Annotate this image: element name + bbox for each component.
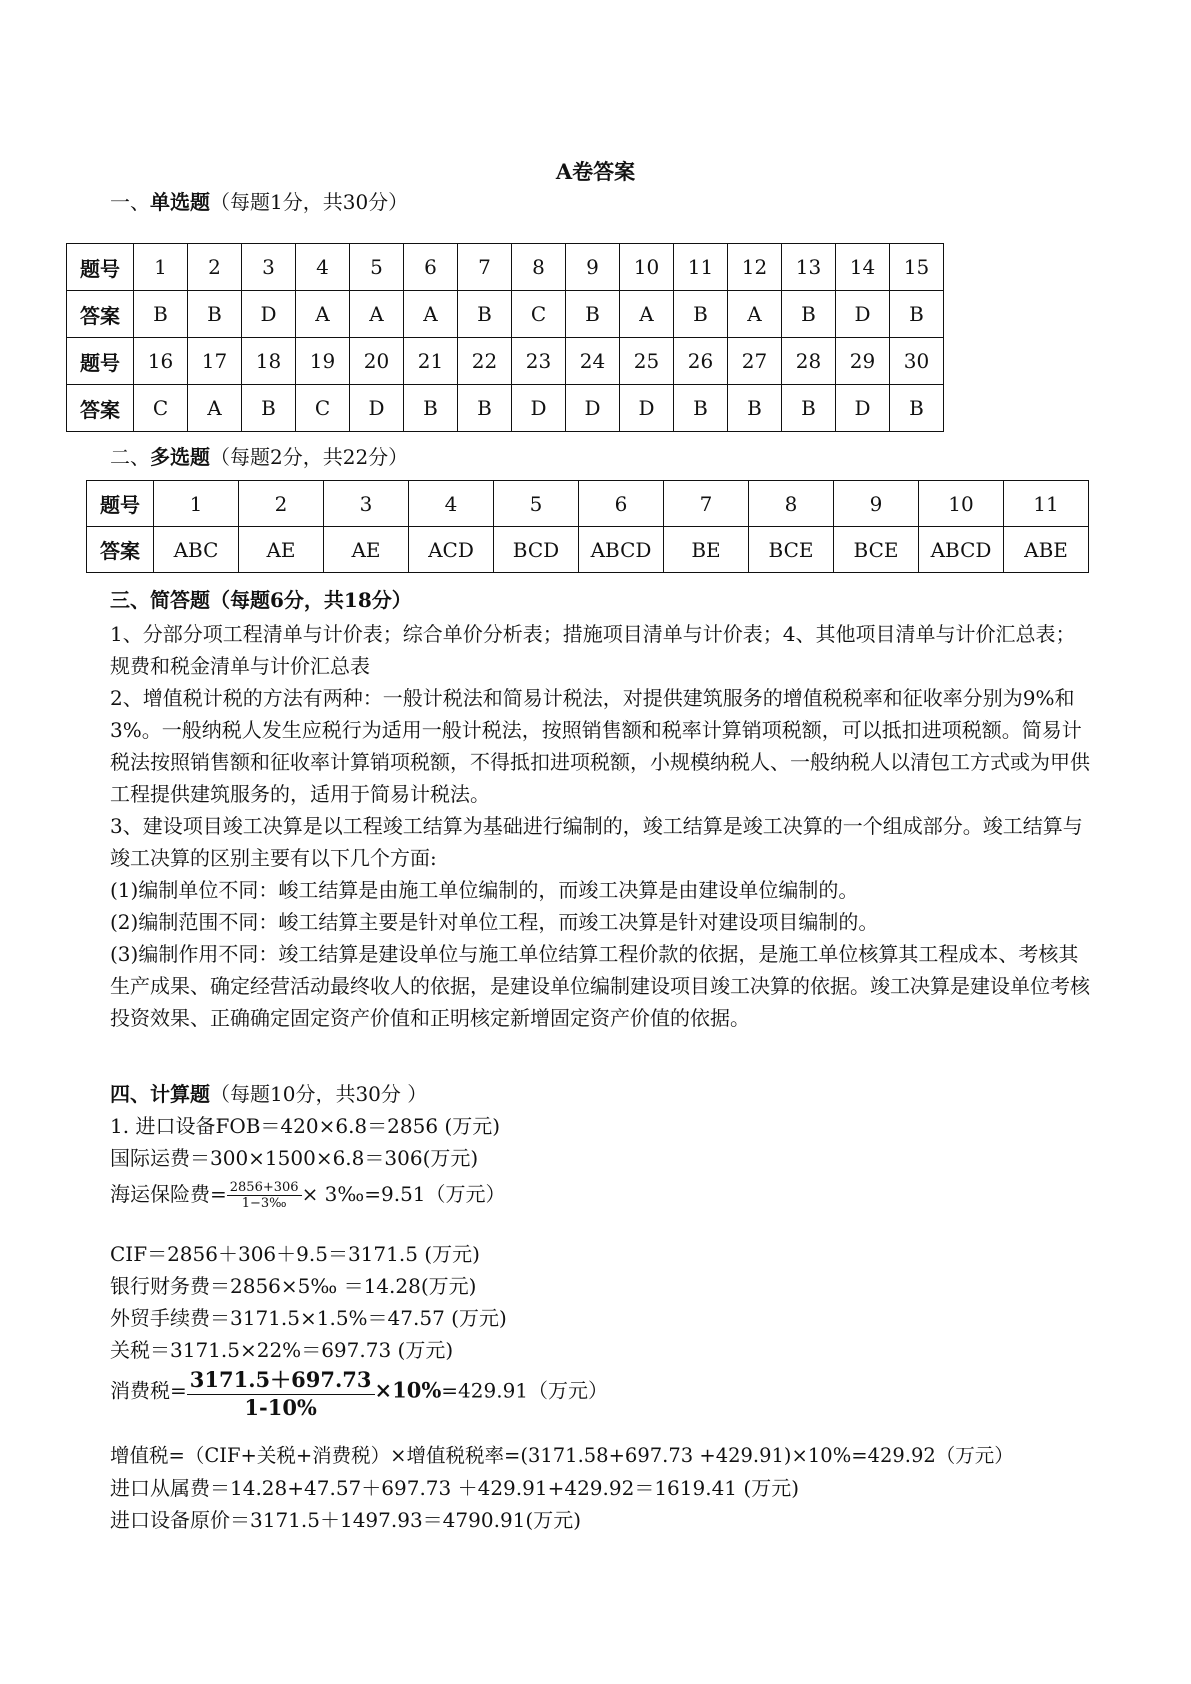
table-cell: B: [890, 291, 944, 338]
calc-line: 外贸手续费＝3171.5×1.5%＝47.57 (万元): [110, 1306, 507, 1330]
calc-line: 1. 进口设备FOB＝420×6.8＝2856 (万元): [110, 1114, 501, 1138]
table-cell: 1: [134, 244, 188, 291]
table-cell: B: [728, 385, 782, 432]
table-cell: 17: [188, 338, 242, 385]
numerator: 2856+306: [227, 1180, 302, 1196]
table-row: [67, 338, 944, 385]
table-cell: B: [674, 291, 728, 338]
table-cell: 4: [296, 244, 350, 291]
section-name: 单选题: [150, 190, 210, 214]
table-cell: 5: [350, 244, 404, 291]
table-cell: 2: [239, 481, 324, 527]
table-cell: C: [512, 291, 566, 338]
table-cell: B: [404, 385, 458, 432]
table-cell: B: [242, 385, 296, 432]
table-cell: 8: [512, 244, 566, 291]
table-row: [67, 385, 944, 432]
table-row: [87, 527, 1089, 573]
numerator: 3171.5＋697.73: [187, 1364, 375, 1395]
table-cell: A: [404, 291, 458, 338]
calc-label: 海运保险费=: [110, 1182, 227, 1206]
table-cell: 20: [350, 338, 404, 385]
table-cell: ABC: [154, 527, 239, 573]
section-prefix: 二、: [110, 445, 150, 469]
table-cell: 3: [324, 481, 409, 527]
table-cell: C: [296, 385, 350, 432]
calc-line-fraction: [110, 1178, 506, 1211]
table-cell: B: [674, 385, 728, 432]
table-cell: B: [188, 291, 242, 338]
table-cell: 30: [890, 338, 944, 385]
section-note: （每题10分，共30分 ）: [210, 1082, 428, 1106]
table-cell: ACD: [409, 527, 494, 573]
table-cell: 26: [674, 338, 728, 385]
table-cell: 16: [134, 338, 188, 385]
table-cell: B: [890, 385, 944, 432]
calc-line: 关税＝3171.5×22%＝697.73 (万元): [110, 1338, 454, 1362]
calc-label: 消费税=: [110, 1378, 187, 1403]
table-cell: 6: [579, 481, 664, 527]
table-row: [67, 244, 944, 291]
table-cell: D: [350, 385, 404, 432]
table-cell: 4: [409, 481, 494, 527]
section-name: 多选题: [150, 445, 210, 469]
table-cell: 28: [782, 338, 836, 385]
calc-line-fraction: [110, 1364, 608, 1420]
table-cell: B: [458, 291, 512, 338]
section-prefix: 一、: [110, 190, 150, 214]
row-label: 题号: [67, 338, 134, 385]
denominator: 1−3‰: [241, 1196, 287, 1211]
table-cell: 6: [404, 244, 458, 291]
table-cell: BCE: [834, 527, 919, 573]
table-cell: 25: [620, 338, 674, 385]
section-name: 四、计算题: [110, 1082, 210, 1106]
table-cell: 13: [782, 244, 836, 291]
page-title: A卷答案: [555, 159, 636, 184]
calc-line: CIF＝2856＋306＋9.5＝3171.5 (万元): [110, 1242, 480, 1266]
fraction: [227, 1180, 302, 1211]
table-cell: 12: [728, 244, 782, 291]
multiplier: ×10%: [374, 1377, 442, 1403]
table-cell: 11: [1004, 481, 1089, 527]
table-cell: 9: [566, 244, 620, 291]
table-cell: 5: [494, 481, 579, 527]
table-cell: D: [566, 385, 620, 432]
calc-line: 国际运费＝300×1500×6.8＝306(万元): [110, 1146, 479, 1170]
answer-paragraph: 3、建设项目竣工决算是以工程竣工结算为基础进行编制的，竣工结算是竣工决算的一个组成部分。竣工结算与竣工决算的区别主要有以下几个方面:: [110, 814, 1083, 870]
table-cell: 9: [834, 481, 919, 527]
table-cell: A: [188, 385, 242, 432]
table-cell: 23: [512, 338, 566, 385]
row-label: 题号: [67, 244, 134, 291]
table-cell: 21: [404, 338, 458, 385]
answer-paragraph: (3)编制作用不同：竣工结算是建设单位与施工单位结算工程价款的依据，是施工单位核算其工程成本、考核其生产成果、确定经营活动最终收人的依据，是建设单位编制建设项目竣工决算的依据。竣工决算是建设单位考核投资效果、正确确定固定资产价值和正明核定新增固定资产价值的依据。: [110, 942, 1090, 1030]
answer-paragraph: 2、增值税计税的方法有两种：一般计税法和简易计税法，对提供建筑服务的增值税税率和征收率分别为9%和3%。一般纳税人发生应税行为适用一般计税法，按照销售额和税率计算销项税额，可以抵扣进项税额。简易计税法按照销售额和征收率计算销项税额，不得抵扣进项税额，小规模纳税人、一般纳税人以清包工方式或为甲供工程提供建筑服务的，适用于简易计税法。: [110, 686, 1090, 806]
calc-tail: =429.91（万元）: [441, 1378, 609, 1403]
table-cell: 10: [919, 481, 1004, 527]
multi-choice-answer-table: [86, 480, 1089, 573]
table-cell: B: [782, 291, 836, 338]
table-cell: ABCD: [579, 527, 664, 573]
table-cell: 11: [674, 244, 728, 291]
section-multi-choice-heading: [110, 441, 408, 470]
table-cell: 18: [242, 338, 296, 385]
table-cell: A: [620, 291, 674, 338]
table-cell: ABCD: [919, 527, 1004, 573]
table-cell: 10: [620, 244, 674, 291]
table-cell: D: [242, 291, 296, 338]
table-cell: 29: [836, 338, 890, 385]
table-cell: 24: [566, 338, 620, 385]
answer-paragraph: (2)编制范围不同：峻工结算主要是针对单位工程，而竣工决算是针对建设项目编制的。: [110, 910, 879, 934]
table-cell: BCD: [494, 527, 579, 573]
calc-line: 进口设备原价＝3171.5＋1497.93＝4790.91(万元): [110, 1508, 581, 1532]
table-cell: B: [566, 291, 620, 338]
table-cell: 15: [890, 244, 944, 291]
table-cell: AE: [239, 527, 324, 573]
table-cell: AE: [324, 527, 409, 573]
section-short-answer-heading: 三、简答题（每题6分，共18分）: [110, 588, 412, 612]
table-cell: B: [134, 291, 188, 338]
table-cell: D: [512, 385, 566, 432]
table-cell: 14: [836, 244, 890, 291]
section-note: （每题2分，共22分）: [210, 445, 409, 469]
calc-line: 银行财务费＝2856×5‰ ＝14.28(万元): [110, 1274, 477, 1298]
section-note: （每题1分，共30分）: [210, 190, 409, 214]
answer-paragraph: (1)编制单位不同：峻工结算是由施工单位编制的，而竣工决算是由建设单位编制的。: [110, 878, 859, 902]
table-cell: A: [296, 291, 350, 338]
table-cell: 2: [188, 244, 242, 291]
table-cell: 19: [296, 338, 350, 385]
table-cell: D: [836, 385, 890, 432]
table-cell: C: [134, 385, 188, 432]
table-cell: BE: [664, 527, 749, 573]
calc-tail: × 3‰=9.51（万元）: [301, 1182, 506, 1206]
table-cell: 22: [458, 338, 512, 385]
section-calculation-heading: [110, 1078, 427, 1107]
calc-line: 进口从属费＝14.28+47.57＋697.73 ＋429.91+429.92＝1619.41 (万元): [110, 1476, 799, 1500]
table-cell: B: [782, 385, 836, 432]
table-cell: A: [728, 291, 782, 338]
fraction: [187, 1364, 375, 1420]
table-cell: BCE: [749, 527, 834, 573]
table-cell: ABE: [1004, 527, 1089, 573]
table-cell: 7: [664, 481, 749, 527]
denominator: 1-10%: [244, 1395, 317, 1420]
table-cell: D: [620, 385, 674, 432]
table-row: [87, 481, 1089, 527]
single-choice-answer-table: [66, 243, 944, 432]
row-label: 答案: [67, 291, 134, 338]
table-cell: 3: [242, 244, 296, 291]
calc-line: 增值税=（CIF+关税+消费税）×增值税税率=(3171.58+697.73 +429.91)×10%=429.92（万元）: [110, 1444, 1014, 1467]
row-label: 题号: [87, 481, 154, 527]
table-row: [67, 291, 944, 338]
table-cell: B: [458, 385, 512, 432]
table-cell: 1: [154, 481, 239, 527]
row-label: 答案: [87, 527, 154, 573]
table-cell: D: [836, 291, 890, 338]
table-cell: 27: [728, 338, 782, 385]
answer-paragraph: 1、分部分项工程清单与计价表；综合单价分析表；措施项目清单与计价表；4、其他项目清单与计价汇总表；规费和税金清单与计价汇总表: [110, 622, 1076, 678]
table-cell: 7: [458, 244, 512, 291]
table-cell: A: [350, 291, 404, 338]
table-cell: 8: [749, 481, 834, 527]
section-single-choice-heading: [110, 186, 408, 215]
row-label: 答案: [67, 385, 134, 432]
